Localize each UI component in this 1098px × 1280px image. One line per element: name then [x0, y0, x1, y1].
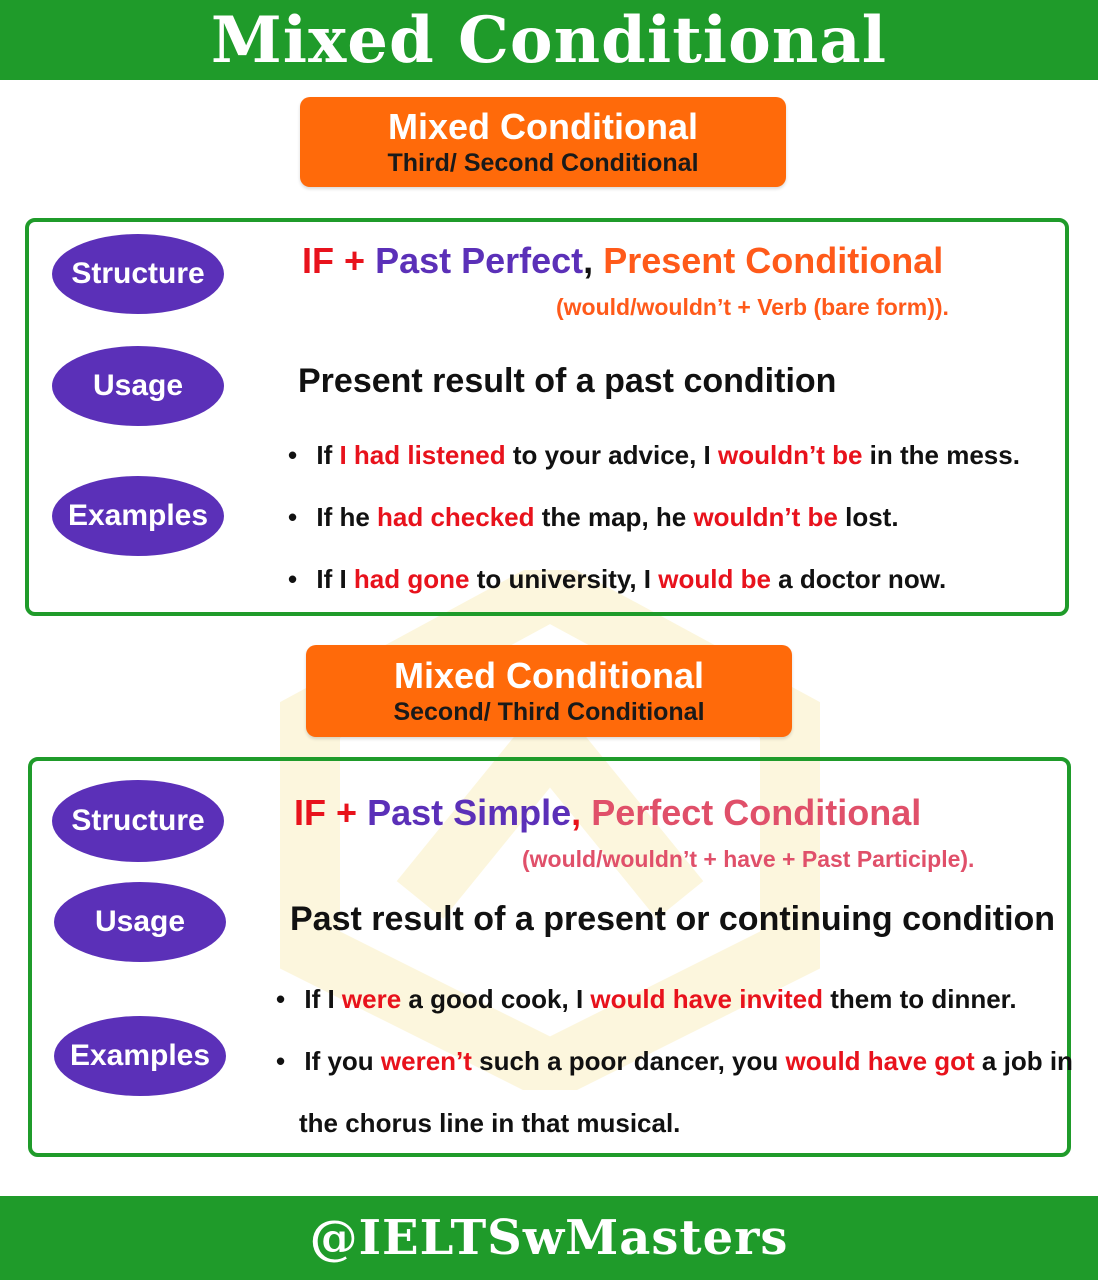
structure-clause2: Perfect Conditional: [591, 792, 922, 833]
section2-structure-label: Structure: [52, 780, 224, 862]
structure-clause2: Present Conditional: [603, 240, 944, 281]
section2-example-1: • If I were a good cook, I would have invited them to dinner.: [276, 984, 1017, 1015]
section1-subtitle: Third/ Second Conditional: [387, 149, 699, 177]
structure-comma: ,: [571, 792, 582, 833]
structure-plus: +: [344, 240, 366, 281]
structure-comma: ,: [583, 240, 594, 281]
section2-usage-label: Usage: [54, 882, 226, 962]
section2-example-2-continued: the chorus line in that musical.: [299, 1108, 681, 1138]
section1-example-2: • If he had checked the map, he wouldn’t be lost.: [288, 502, 899, 533]
section1-example-1: • If I had listened to your advice, I wouldn’t be in the mess.: [288, 440, 1020, 471]
section1-structure-formula: [302, 240, 943, 282]
section2-subtitle: Second/ Third Conditional: [393, 698, 705, 726]
social-handle: @IELTSwMasters: [309, 1210, 789, 1266]
section1-header: [300, 97, 786, 187]
section1-structure-label: Structure: [52, 234, 224, 314]
main-title: Mixed Conditional: [210, 2, 888, 78]
top-banner: [0, 0, 1098, 80]
structure-plus: +: [336, 792, 358, 833]
section1-examples-label: Examples: [52, 476, 224, 556]
section1-example-3: • If I had gone to university, I would be a doctor now.: [288, 564, 946, 595]
structure-if: IF: [294, 792, 326, 833]
structure-if: IF: [302, 240, 334, 281]
structure-clause1: Past Perfect: [375, 240, 584, 281]
bottom-banner: [0, 1196, 1098, 1280]
section2-usage-text: Past result of a present or continuing condition: [290, 900, 1056, 938]
section1-usage-label: Usage: [52, 346, 224, 426]
structure-clause1: Past Simple: [367, 792, 572, 833]
section2-example-2: • If you weren’t such a poor dancer, you would have got a job in: [276, 1046, 1073, 1077]
section2-title: Mixed Conditional: [394, 655, 704, 696]
section2-structure-formula: [294, 792, 921, 834]
section1-usage-text: Present result of a past condition: [298, 362, 837, 400]
section1-structure-note: (would/wouldn’t + Verb (bare form)).: [556, 294, 949, 320]
section1-title: Mixed Conditional: [388, 106, 698, 147]
section2-structure-note: (would/wouldn’t + have + Past Participle).: [522, 846, 975, 872]
section2-examples-label: Examples: [54, 1016, 226, 1096]
section2-header: [306, 645, 792, 737]
